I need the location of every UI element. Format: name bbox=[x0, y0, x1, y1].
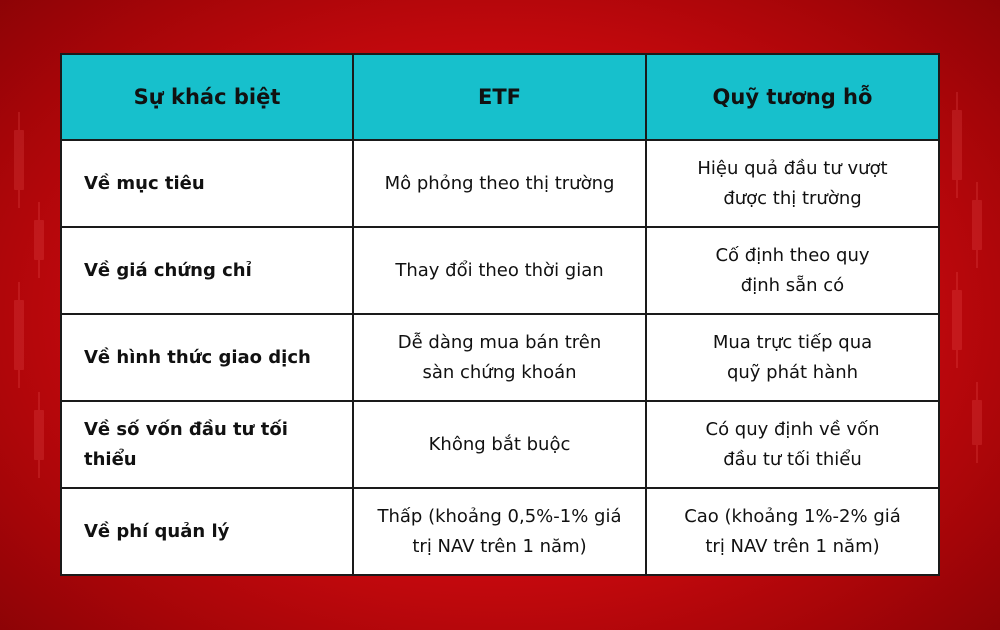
table-row bbox=[61, 488, 939, 575]
table-row bbox=[61, 401, 939, 488]
etf-cell: Mô phỏng theo thị trường bbox=[353, 140, 646, 227]
table-row bbox=[61, 227, 939, 314]
mutual-fund-cell: Cao (khoảng 1%-2% giá trị NAV trên 1 năm) bbox=[646, 488, 939, 575]
etf-cell: Không bắt buộc bbox=[353, 401, 646, 488]
mutual-fund-cell: Mua trực tiếp qua quỹ phát hành bbox=[646, 314, 939, 401]
header-difference: Sự khác biệt bbox=[61, 54, 353, 140]
row-label: Về phí quản lý bbox=[61, 488, 353, 575]
etf-vs-mutual-fund-table bbox=[60, 53, 940, 576]
row-label: Về hình thức giao dịch bbox=[61, 314, 353, 401]
etf-cell: Dễ dàng mua bán trên sàn chứng khoán bbox=[353, 314, 646, 401]
mutual-fund-cell: Có quy định về vốn đầu tư tối thiểu bbox=[646, 401, 939, 488]
table-row bbox=[61, 140, 939, 227]
candlestick-decoration-left bbox=[0, 0, 60, 630]
etf-cell: Thấp (khoảng 0,5%-1% giá trị NAV trên 1 năm) bbox=[353, 488, 646, 575]
row-label: Về mục tiêu bbox=[61, 140, 353, 227]
mutual-fund-cell: Hiệu quả đầu tư vượt được thị trường bbox=[646, 140, 939, 227]
candlestick-decoration-right bbox=[940, 0, 1000, 630]
table-header-row bbox=[61, 54, 939, 140]
mutual-fund-cell: Cố định theo quy định sẵn có bbox=[646, 227, 939, 314]
header-etf: ETF bbox=[353, 54, 646, 140]
comparison-table-container bbox=[60, 53, 938, 576]
row-label: Về giá chứng chỉ bbox=[61, 227, 353, 314]
row-label: Về số vốn đầu tư tối thiểu bbox=[61, 401, 353, 488]
etf-cell: Thay đổi theo thời gian bbox=[353, 227, 646, 314]
table-row bbox=[61, 314, 939, 401]
header-mutual-fund: Quỹ tương hỗ bbox=[646, 54, 939, 140]
